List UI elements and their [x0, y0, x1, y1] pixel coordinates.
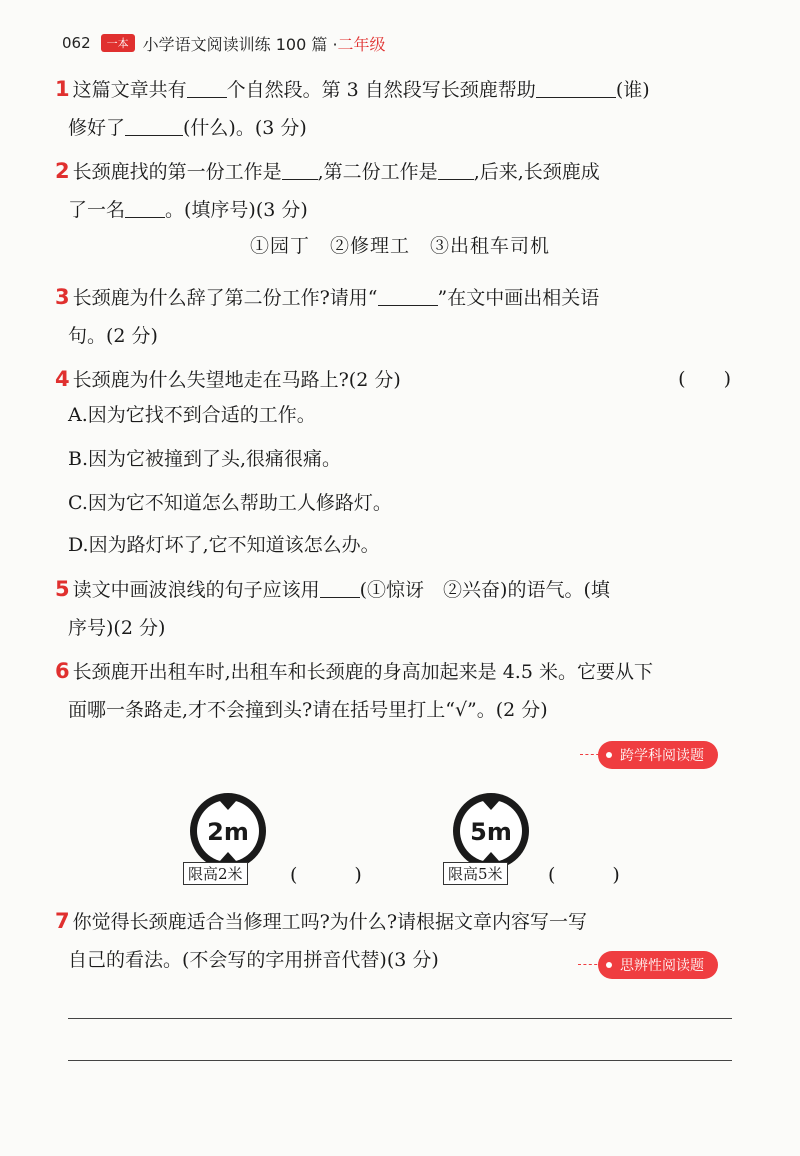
sign-5m-icon: [450, 790, 532, 872]
question-number: 6: [55, 659, 70, 683]
answer-blank[interactable]: [320, 573, 360, 598]
option-d[interactable]: D.因为路灯坏了,它不知道该怎么办。: [68, 534, 380, 556]
option-b[interactable]: B.因为它被撞到了头,很痛很痛。: [68, 448, 342, 470]
answer-blank[interactable]: [282, 155, 318, 180]
answer-blank[interactable]: [125, 193, 165, 218]
answer-blank[interactable]: [187, 73, 227, 98]
question-text: 长颈鹿为什么辞了第二份工作?请用“: [72, 287, 378, 309]
cross-subject-tag: 跨学科阅读题: [598, 741, 718, 769]
question-number: 3: [55, 285, 70, 309]
svg-text:5m: 5m: [470, 818, 512, 846]
question-text: 你觉得长颈鹿适合当修理工吗?为什么?请根据文章内容写一写: [72, 911, 587, 933]
question-2: [55, 152, 735, 229]
question-text: (①惊讶 ②兴奋)的语气。(填: [359, 579, 610, 601]
answer-paren-5m[interactable]: ( ): [548, 864, 620, 886]
answer-blank[interactable]: [378, 281, 438, 306]
question-text: 个自然段。第 3 自然段写长颈鹿帮助: [226, 79, 536, 101]
answer-line-2[interactable]: [68, 1060, 732, 1061]
question-text: 句。(2 分): [68, 325, 158, 347]
question-text: 自己的看法。(不会写的字用拼音代替)(3 分): [68, 949, 439, 971]
question-3: [55, 278, 735, 355]
question-4: [55, 360, 735, 399]
sign-2m-icon: [187, 790, 269, 872]
question-6: [55, 652, 735, 729]
sign-label-2m: [183, 862, 248, 885]
question-number: 5: [55, 577, 70, 601]
svg-text:2m: 2m: [207, 818, 249, 846]
question-number: 4: [55, 367, 70, 391]
question-text: 长颈鹿开出租车时,出租车和长颈鹿的身高加起来是 4.5 米。它要从下: [72, 661, 653, 683]
option-c[interactable]: C.因为它不知道怎么帮助工人修路灯。: [68, 492, 392, 514]
question-text: ”在文中画出相关语: [437, 287, 600, 309]
question-number: 7: [55, 909, 70, 933]
answer-paren-2m[interactable]: ( ): [290, 864, 362, 886]
answer-blank[interactable]: [438, 155, 474, 180]
option-a[interactable]: A.因为它找不到合适的工作。: [68, 404, 316, 426]
question-text: 面哪一条路走,才不会撞到头?请在括号里打上“√”。(2 分): [68, 699, 548, 721]
question-number: 1: [55, 77, 70, 101]
question-text: 修好了: [68, 117, 126, 139]
answer-blank[interactable]: [125, 111, 183, 136]
brand-badge: 一本: [101, 34, 135, 52]
question-text: 这篇文章共有: [72, 79, 187, 101]
page-number: 062: [62, 34, 91, 52]
question-text: 。(填序号)(3 分): [165, 199, 308, 221]
answer-line-1[interactable]: [68, 1018, 732, 1019]
question-text: 读文中画波浪线的句子应该用: [72, 579, 320, 601]
q2-options: ①园丁 ②修理工 ③出租车司机: [249, 235, 550, 257]
sign-label-5m: [443, 862, 508, 885]
answer-blank[interactable]: [536, 73, 616, 98]
question-number: 2: [55, 159, 70, 183]
question-text: (什么)。(3 分): [183, 117, 307, 139]
question-text: 了一名: [68, 199, 126, 221]
question-text: 序号)(2 分): [68, 617, 166, 639]
sign-label-text: 限高5米: [448, 865, 503, 883]
critical-thinking-tag: 思辨性阅读题: [598, 951, 718, 979]
question-1: [55, 70, 735, 147]
grade-label: 二年级: [337, 34, 386, 54]
question-text: 长颈鹿找的第一份工作是: [72, 161, 282, 183]
sign-label-text: 限高2米: [188, 865, 243, 883]
book-title: 小学语文阅读训练 100 篇 ·: [142, 34, 338, 54]
question-text: ,后来,长颈鹿成: [473, 161, 600, 183]
question-text: (谁): [615, 79, 650, 101]
question-text: ,第二份工作是: [317, 161, 438, 183]
answer-paren[interactable]: ( ): [678, 368, 731, 390]
question-5: [55, 570, 735, 647]
page-header: [62, 32, 386, 54]
question-text: 长颈鹿为什么失望地走在马路上?(2 分): [72, 369, 401, 391]
